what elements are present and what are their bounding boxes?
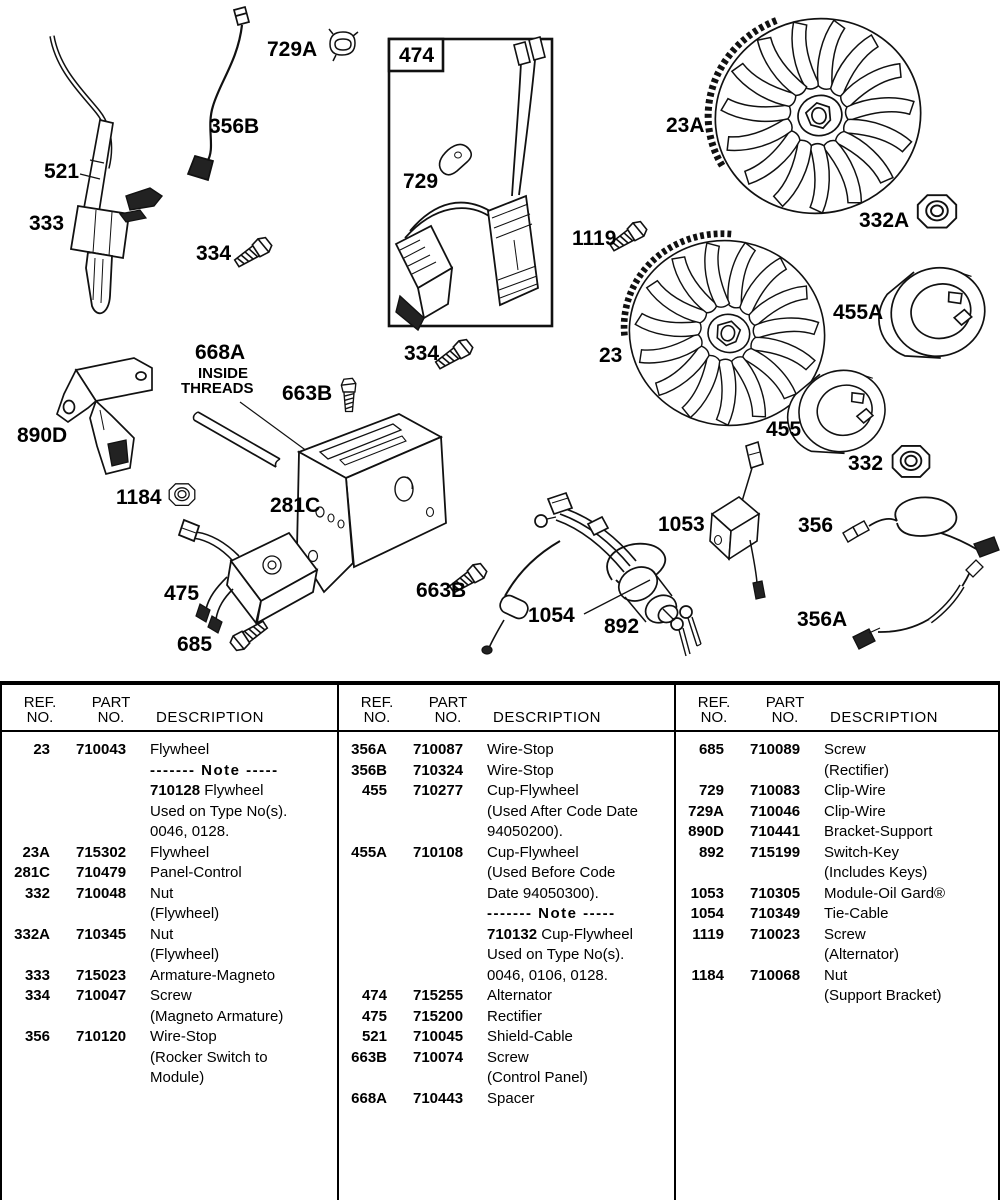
table-row: 1053 710305 Module-Oil Gard® xyxy=(690,884,946,902)
header-ref-no: REF. NO. xyxy=(23,694,57,726)
table-row: Used on Type No(s). xyxy=(150,802,288,820)
table-body xyxy=(676,732,998,1007)
table-row: 0046, 0106, 0128. xyxy=(487,966,608,984)
table-row: 333 715023 Armature-Magneto xyxy=(24,966,276,984)
callout-THREADS: THREADS xyxy=(181,380,254,397)
table-row: (Used After Code Date xyxy=(487,802,638,820)
table-row: 332 710048 Nut xyxy=(24,884,174,902)
rectifier-475-icon xyxy=(179,520,317,633)
table-row: 0046, 0128. xyxy=(150,823,230,840)
table-row: (Flywheel) xyxy=(150,905,220,922)
table-row: 729 710083 Clip-Wire xyxy=(698,782,886,799)
cup-flywheel-455A-icon xyxy=(868,256,996,372)
table-row: 334 710047 Screw xyxy=(24,987,192,1004)
callout-474: 474 xyxy=(399,44,435,67)
callout-281C: 281C xyxy=(270,494,321,517)
clip-wire-729A-icon xyxy=(329,29,358,61)
table-row: 94050200). xyxy=(487,823,563,840)
table-row: 356B 710324 Wire-Stop xyxy=(351,761,554,779)
callout-332A: 332A xyxy=(859,209,910,232)
table-row: 23 710043 Flywheel xyxy=(33,741,210,758)
table-row: (Magneto Armature) xyxy=(150,1007,284,1025)
callout-663B: 663B xyxy=(416,579,467,602)
table-row: 892 715199 Switch-Key xyxy=(698,843,900,861)
callout-1053: 1053 xyxy=(658,513,705,536)
callout-356B: 356B xyxy=(209,115,260,138)
callout-334: 334 xyxy=(196,242,232,265)
table-row: 356 710120 Wire-Stop xyxy=(24,1028,217,1045)
module-oil-gard-1053-icon xyxy=(710,442,765,599)
callout-663B: 663B xyxy=(282,382,333,405)
table-row: 729A 710046 Clip-Wire xyxy=(688,802,886,820)
header-part-no: PART NO. xyxy=(428,694,468,726)
wire-stop-356-icon xyxy=(843,497,999,557)
nut-332A-icon xyxy=(918,195,956,227)
wire-stop-356B-icon xyxy=(188,7,249,180)
parts-table xyxy=(0,681,1000,1200)
table-row: 281C 710479 Panel-Control xyxy=(14,864,242,881)
nut-1184-icon xyxy=(169,484,195,506)
table-row: Module) xyxy=(150,1069,205,1086)
table-row: 668A 710443 Spacer xyxy=(351,1089,535,1107)
parts-table-column-3 xyxy=(676,685,998,1200)
callout-1054: 1054 xyxy=(528,604,575,627)
table-body xyxy=(339,732,674,1109)
table-row: 475 715200 Rectifier xyxy=(361,1007,543,1025)
table-row: 521 710045 Shield-Cable xyxy=(361,1028,573,1045)
nut-332-icon xyxy=(893,446,930,477)
table-row: 332A 710345 Nut xyxy=(14,925,174,943)
callout-455: 455 xyxy=(766,418,802,441)
table-row: 474 715255 Alternator xyxy=(361,987,553,1004)
table-row: 455 710277 Cup-Flywheel xyxy=(361,782,579,799)
screw-334-icon xyxy=(232,235,274,270)
table-row: (Support Bracket) xyxy=(824,987,942,1004)
screw-685-icon xyxy=(228,618,270,653)
table-row: (Includes Keys) xyxy=(824,864,928,881)
header-description: DESCRIPTION xyxy=(156,709,265,726)
table-row: ------- Note ----- xyxy=(487,905,616,922)
header-description: DESCRIPTION xyxy=(493,709,602,726)
table-row: 890D 710441 Bracket-Support xyxy=(688,823,933,840)
table-row: (Rectifier) xyxy=(824,761,890,779)
table-row: Date 94050300). xyxy=(487,884,599,902)
wire-stop-356A-icon xyxy=(853,560,983,649)
table-row: 685 710089 Screw xyxy=(698,741,866,758)
table-body xyxy=(2,732,337,1089)
header-ref-no: REF. NO. xyxy=(697,694,731,726)
table-row: (Control Panel) xyxy=(487,1069,588,1086)
callout-23A: 23A xyxy=(666,114,705,137)
callout-521: 521 xyxy=(44,160,80,183)
bracket-support-890D-icon xyxy=(57,358,152,474)
table-row: 1054 710349 Tie-Cable xyxy=(690,905,889,922)
table-row: 23A 715302 Flywheel xyxy=(22,843,210,861)
callout-729A: 729A xyxy=(267,38,318,61)
callout-475: 475 xyxy=(164,582,200,605)
table-row: (Used Before Code xyxy=(487,864,616,881)
callout-685: 685 xyxy=(177,633,213,656)
header-ref-no: REF. NO. xyxy=(360,694,394,726)
callout-729: 729 xyxy=(403,170,439,193)
table-row: 663B 710074 Screw xyxy=(351,1048,529,1066)
table-row: ------- Note ----- xyxy=(150,761,279,779)
callout-1119: 1119 xyxy=(572,227,617,250)
table-row: 356A 710087 Wire-Stop xyxy=(351,741,554,758)
table-row: (Rocker Switch to xyxy=(150,1048,268,1066)
screw-663B-top-icon xyxy=(341,378,355,411)
callout-1184: 1184 xyxy=(116,486,162,509)
table-row: 710128 Flywheel xyxy=(150,782,264,799)
table-row: 1184 710068 Nut xyxy=(691,966,848,984)
parts-table-column-2 xyxy=(339,685,676,1200)
table-row: 455A 710108 Cup-Flywheel xyxy=(351,843,579,861)
callout-356: 356 xyxy=(798,514,834,537)
parts-table-column-1 xyxy=(2,685,339,1200)
callout-892: 892 xyxy=(604,615,640,638)
screw-334b-icon xyxy=(433,337,475,372)
flywheel-23A xyxy=(687,0,942,237)
table-header xyxy=(2,685,337,732)
table-row: (Flywheel) xyxy=(150,946,220,963)
callout-356A: 356A xyxy=(797,608,848,631)
header-description: DESCRIPTION xyxy=(830,709,939,726)
table-row: Used on Type No(s). xyxy=(487,946,625,963)
table-header xyxy=(676,685,998,732)
table-row: (Alternator) xyxy=(824,946,900,963)
callout-890D: 890D xyxy=(17,424,68,447)
header-part-no: PART NO. xyxy=(91,694,131,726)
table-row: 710132 Cup-Flywheel xyxy=(487,925,633,943)
table-header xyxy=(339,685,674,732)
callout-334: 334 xyxy=(404,342,440,365)
callout-333: 333 xyxy=(29,212,65,235)
callout-INSIDE: INSIDE xyxy=(198,365,249,382)
callout-23: 23 xyxy=(599,344,623,367)
header-part-no: PART NO. xyxy=(765,694,805,726)
callout-332: 332 xyxy=(848,452,884,475)
table-row: 1119 710023 Screw xyxy=(692,925,866,943)
callout-668A: 668A xyxy=(195,341,246,364)
callout-455A: 455A xyxy=(833,301,884,324)
